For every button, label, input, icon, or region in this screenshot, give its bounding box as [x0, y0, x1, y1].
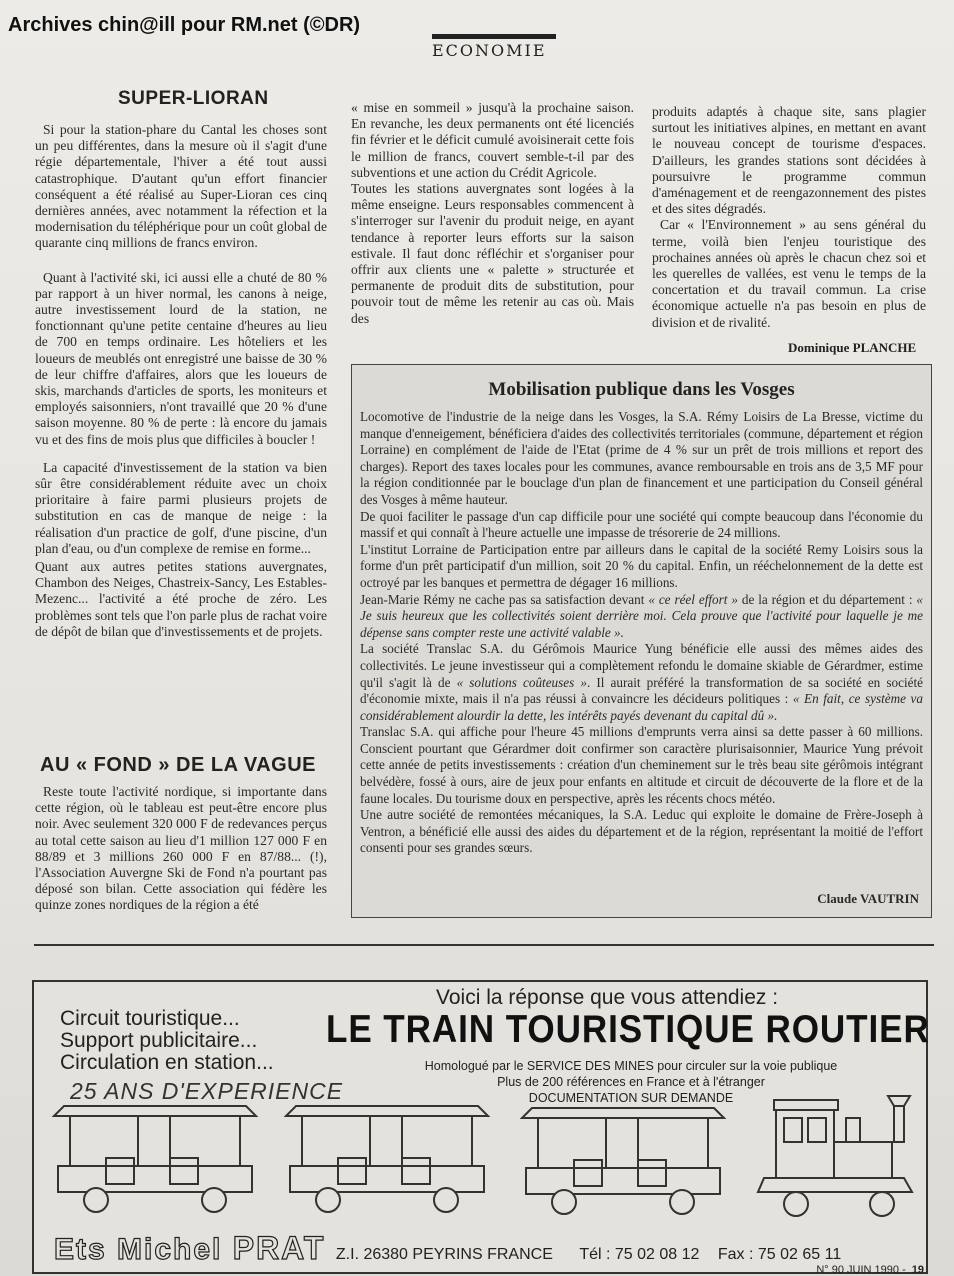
page-number: 19	[911, 1264, 924, 1276]
paragraph: Une autre société de remontées mécaniques, la S.A. Leduc qui exploite le domaine de Frère-Joseph à Ventron, a bénéficié elle aussi des aides du département et de la région, représentant la moitié de l'effort consenti pour ses grandes sœurs.	[360, 807, 923, 856]
section-label: ECONOMIE	[432, 41, 547, 60]
ad-brand-name: PRAT	[232, 1230, 326, 1266]
horizontal-rule	[34, 944, 934, 946]
ad-line: Support publicitaire...	[60, 1029, 258, 1052]
quote: « solutions coûteuses »	[456, 674, 587, 690]
ad-line: Circulation en station...	[60, 1051, 274, 1074]
paragraph: produits adaptés à chaque site, sans plagier surtout les initiatives alpines, en mettant en avant le nouveau concept de tourisme d'espaces. D'ailleurs, les grandes stations sont décidées à poursuivre le programme commun d'aménagement et de reengazonnement des pistes et des sites dégradés.	[652, 104, 926, 217]
article-title-fond-de-la-vague: AU « FOND » DE LA VAGUE	[40, 754, 316, 776]
signature-vautrin: Claude VAUTRIN	[817, 891, 919, 906]
text-run: Jean-Marie Rémy ne cache pas sa satisfaction devant	[360, 591, 649, 607]
watermark: Archives chin@ill pour RM.net (©DR)	[8, 14, 361, 36]
ad-detail-line: Homologué par le SERVICE DES MINES pour circuler sur la voie publique	[424, 1059, 838, 1073]
paragraph: Quant à l'activité ski, ici aussi elle a chuté de 80 % par rapport à un hiver normal, les canons à neige, autre investissement lourd de la station, ne fonctionnant qu'une petite centaine d'heures au lieu de 700 en temps ordinaire. Les hôteliers et les loueurs de meublés ont enregistré une baisse de 30 % de leur chiffre d'affaires, alors que les loueurs de skis, marchands d'articles de sports, les moniteurs et employés saisonniers, n'ont travaillé que 20 % d'une saison moyenne. 80 % de perte : là encore du jamais vu et des fins de mois plus que difficiles à boucler !	[35, 269, 327, 447]
paragraph: Car « l'Environnement » au sens général du terme, voilà bien l'enjeu touristique des prochaines années où après le chacun chez soi et les querelles de vallées, est venu le temps de la concertation et du travail commun. La crise économique actuelle n'a pas besoin en plus de division et de rivalité.	[652, 217, 926, 330]
signature-planche: Dominique PLANCHE	[788, 340, 917, 355]
ad-experience: 25 ANS D'EXPERIENCE	[70, 1078, 344, 1104]
ad-headline: LE TRAIN TOURISTIQUE ROUTIER	[326, 1008, 930, 1051]
section-rubric	[432, 34, 556, 67]
column-1	[35, 122, 327, 640]
paragraph: Reste toute l'activité nordique, si importante dans cette région, où le tableau est peut-être encore plus noir. Avec seulement 320 000 F de redevances perçus au total cette saison au lieu d'1 million 127 000 F en 88/89 et 3 millions 260 000 F en 87/88... (!), l'Association Auvergne Ski de Fond n'a pourtant pas déposé son bilan. Cette association qui fédère les quinze zones nordiques de la région a été	[35, 784, 327, 913]
boxed-article	[351, 364, 932, 918]
issue-info: N° 90 JUIN 1990 -	[816, 1264, 906, 1276]
quote: « Je suis heureux que les collectivités soient derrière moi. Cela prouve que l'activité pour laquelle je me dépense sans compter reste une activité valable ».	[360, 591, 924, 640]
ad-phone: Tél : 75 02 08 12	[579, 1246, 700, 1263]
ad-details	[396, 1058, 866, 1106]
paragraph: L'institut Lorraine de Participation entre par ailleurs dans le capital de la société Remy Loisirs sous la forme d'un prêt participatif d'un million, soit 20 % du capital. Enfin, un rééchelonnement de la dette est octroyé par les banques et permettra de dégager 16 millions.	[360, 541, 923, 590]
text-run: de la région et du département :	[737, 591, 917, 607]
ad-brand: Ets Michel	[54, 1233, 233, 1266]
paragraph: Locomotive de l'industrie de la neige dans les Vosges, la S.A. Rémy Loisirs de La Bresse, victime du manque d'enneigement, bénéficiera d'aides des collectivités territoriales (commune, département et région Lorraine) en complément de l'aide de l'Etat (prime de 4 % sur un prêt de trois millions et report des charges). Report des taxes locales pour les communes, avance remboursable en trois ans de 3,5 MF pour la région conditionnée par le bouclage d'un plan de financement et une participation du Conseil général des Vosges à même hauteur.	[360, 409, 923, 507]
text-run: La société Translac S.A. du Gérômois Maurice Yung bénéficie elle aussi des mêmes aides des collectivités. Le jeune investisseur qui a complètement refondu le domaine skiable de Gérardmer, estime qu'il s'agit là de	[360, 641, 923, 690]
paragraph: De quoi faciliter le passage d'un cap difficile pour une société qui compte beaucoup dans l'économie du massif et qui connaît à l'heure actuelle une impasse de trésorerie de 24 millions.	[360, 508, 923, 541]
ad-address: Z.I. 26380 PEYRINS FRANCE	[335, 1246, 553, 1263]
train-advertisement	[32, 980, 928, 1274]
column-2	[351, 100, 634, 327]
article-title-super-lioran: SUPER-LIORAN	[118, 88, 269, 109]
wagon-3	[522, 1108, 724, 1214]
quote: « ce réel effort »	[648, 591, 738, 607]
paragraph: La capacité d'investissement de la station va bien sûr être considérablement réduite avec un choix prioritaire à faire parmi plusieurs projets de substitution en cas de manque de neige : la réalisation d'un practice de golf, d'une piscine, d'un plan d'eau, ou d'un complexe de remise en forme...	[35, 459, 327, 556]
paragraph: Toutes les stations auvergnates sont logées à la même enseigne. Leurs responsables commencent à s'interroger sur l'avenir du produit neige, en ayant tendance à reporter leurs efforts sur la saison estivale. Il faut donc réfléchir et s'organiser pour offrir aux clients une « palette » structurée et permanente de produit dits de substitution, pour pouvoir tout de même les retenir au cas où. Mais des	[351, 181, 634, 326]
ad-tagline: Voici la réponse que vous attendiez :	[436, 986, 779, 1009]
paragraph	[360, 592, 923, 642]
box-title: Mobilisation publique dans les Vosges	[488, 379, 795, 400]
column-1-lower	[35, 784, 327, 914]
ad-detail-line: DOCUMENTATION SUR DEMANDE	[528, 1091, 734, 1105]
wagon-1	[54, 1106, 256, 1212]
ad-contact	[54, 1230, 914, 1267]
ad-services	[60, 1008, 274, 1074]
wagon-2	[286, 1106, 488, 1212]
quote: « En fait, ce système va considérablement alourdir la dette, les intérêts payés devenant du capital dû ».	[360, 691, 923, 723]
paragraph: « mise en sommeil » jusqu'à la prochaine saison. En revanche, les deux permanents ont été licenciés fin février et le déficit cumulé avoisinerait cette fois le million de francs, couvert semble-t-il par des subventions et une action du Crédit Agricole.	[351, 100, 634, 180]
text-run: . Il aurait préféré la transformation de sa société en société d'économie mixte, mais il n'a pas réussi à convaincre les décideurs politiques :	[360, 674, 923, 707]
column-3	[652, 104, 926, 331]
page-footer	[816, 1264, 924, 1276]
ad-line: Circuit touristique...	[60, 1007, 240, 1030]
paragraph: Si pour la station-phare du Cantal les choses sont un peu différentes, dans la mesure où il s'agit d'une régie départementale, l'hiver a été tout aussi catastrophique. D'autant qu'un effort financier conséquent a été réalisé au Super-Lioran ces cinq dernières années, avec notamment la réfection et la modernisation du téléphérique pour un coût global de quarante cinq millions de francs environ.	[35, 122, 327, 251]
ad-detail-line: Plus de 200 références en France et à l'étranger	[497, 1075, 765, 1089]
paragraph: Translac S.A. qui affiche pour l'heure 45 millions d'emprunts verra ainsi sa dette passer à 60 millions. Conscient pourtant que Gérardmer doit confirmer son caractère plurisaisonnier, Maurice Yung prévoit cette année de petits investissements : création d'un cheminement sur le très beau site gérômois intégrant belvédère, fossé à ours, aire de jeux pour enfants en altitude et circuit de découverte de la flore et de la faune locales. Du tourisme doux en perspective, après les récents chocs météo.	[360, 724, 923, 806]
paragraph: Quant aux autres petites stations auvergnates, Chambon des Neiges, Chastreix-Sancy, Les Estables-Mezenc... l'activité a été proche de zéro. Les problèmes sont tels que l'on parle plus de rachat voire de dépôt de bilan que d'investissements et de projets.	[35, 559, 327, 639]
box-text	[360, 409, 923, 857]
locomotive	[758, 1096, 912, 1216]
paragraph	[360, 641, 923, 724]
ad-fax: Fax : 75 02 65 11	[717, 1246, 842, 1263]
